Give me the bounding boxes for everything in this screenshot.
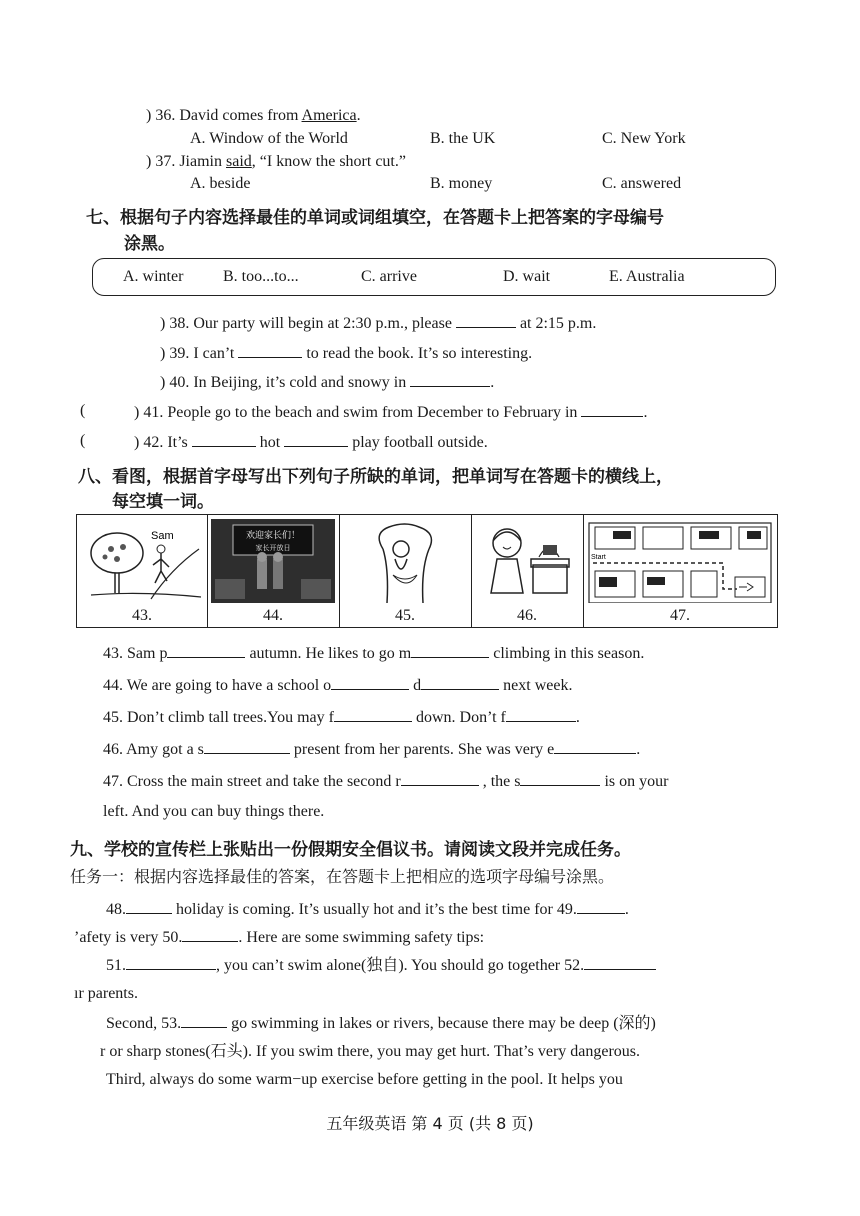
- answer-blank: [411, 642, 489, 658]
- q44-text-end: next week.: [499, 677, 573, 694]
- answer-blank: [401, 770, 479, 786]
- q44-text: 44. We are going to have a school o: [103, 677, 332, 694]
- answer-blank: [181, 1012, 227, 1028]
- question-39: [160, 342, 532, 364]
- girl-with-gift-illustration: [475, 519, 579, 603]
- word-option-d: D. wait: [503, 268, 551, 285]
- p-line1-end: .: [624, 901, 629, 918]
- q41-paren: (: [80, 402, 86, 419]
- passage-line-5: [106, 1012, 656, 1034]
- passage-line-4: ır parents.: [74, 985, 138, 1002]
- p-48: 48.: [106, 901, 126, 918]
- q44-text-mid: d: [409, 677, 422, 694]
- p-line1-text: holiday is coming. It’s usually hot and it’s the best time for 49.: [172, 901, 577, 918]
- q47-text-end: is on your: [600, 773, 669, 790]
- q43-text: 43. Sam p: [103, 645, 168, 662]
- word-option-a: A. winter: [123, 268, 184, 285]
- q37-stem-end: , “I know the short cut.”: [251, 153, 406, 170]
- answer-blank: [126, 898, 172, 914]
- p-line2-text: ’afety is very 50.: [74, 929, 183, 946]
- q38-text-end: at 2:15 p.m.: [515, 315, 597, 332]
- q46-text: 46. Amy got a s: [103, 741, 204, 758]
- question-37: [146, 152, 406, 172]
- answer-blank: [284, 431, 348, 447]
- q37-underlined-word: said: [226, 153, 252, 170]
- q36-stem: ) 36. David comes from: [146, 107, 302, 124]
- section-8-title: 八、看图，根据首字母写出下列句子所缺的单词，把单词写在答题卡的横线上，: [78, 467, 673, 487]
- q45-text-end: .: [575, 709, 580, 726]
- section-9-task: 任务一：根据内容选择最佳的答案，在答题卡上把相应的选项字母编号涂黑。: [70, 867, 615, 886]
- passage-line-3: [106, 954, 656, 976]
- q43-text-mid: autumn. He likes to go m: [245, 645, 412, 662]
- picture-strip: [76, 514, 778, 628]
- q47-text-mid: , the s: [478, 773, 521, 790]
- q42-text: ) 42. It’s: [134, 434, 192, 451]
- tree-climber-illustration: [81, 519, 203, 603]
- q39-text: ) 39. I can’t: [160, 345, 239, 362]
- q37-stem: ) 37. Jiamin: [146, 153, 226, 170]
- falling-tree-illustration: [343, 519, 467, 603]
- question-47: [103, 770, 668, 792]
- q46-text-end: .: [636, 741, 641, 758]
- word-option-e: E. Australia: [609, 268, 685, 285]
- question-40: [160, 371, 494, 393]
- answer-blank: [554, 738, 636, 754]
- q47-text: 47. Cross the main street and take the second r: [103, 773, 401, 790]
- answer-blank: [520, 770, 600, 786]
- q36-option-c: C. New York: [602, 130, 686, 147]
- picture-number: 46.: [517, 607, 537, 624]
- answer-blank: [182, 926, 238, 942]
- q38-text: ) 38. Our party will begin at 2:30 p.m., please: [160, 315, 456, 332]
- picture-46: [471, 515, 584, 627]
- q36-option-a: A. Window of the World: [190, 130, 348, 147]
- q40-text: ) 40. In Beijing, it’s cold and snowy in: [160, 374, 411, 391]
- answer-blank: [410, 371, 490, 387]
- question-44: [103, 674, 572, 696]
- question-41: [134, 401, 647, 423]
- p-line5-text: Second, 53.: [106, 1015, 182, 1032]
- answer-blank: [126, 954, 216, 970]
- q45-text-mid: down. Don’t f: [411, 709, 506, 726]
- q36-option-b: B. the UK: [430, 130, 496, 147]
- p-line5-end: go swimming in lakes or rivers, because there may be deep (深的): [227, 1015, 656, 1032]
- passage-line-1: [106, 898, 629, 920]
- q41-text-end: .: [643, 404, 648, 421]
- q40-text-end: .: [490, 374, 495, 391]
- picture-45: [339, 515, 472, 627]
- q42-paren: (: [80, 432, 86, 449]
- answer-blank: [456, 312, 516, 328]
- p-line2-end: . Here are some swimming safety tips:: [238, 929, 485, 946]
- page-footer: 五年级英语 第 4 页 (共 8 页): [326, 1114, 534, 1133]
- q45-text: 45. Don’t climb tall trees.You may f: [103, 709, 334, 726]
- question-47-cont: left. And you can buy things there.: [103, 803, 325, 820]
- answer-blank: [581, 401, 643, 417]
- q37-option-a: A. beside: [190, 175, 251, 192]
- answer-blank: [331, 674, 409, 690]
- classroom-illustration: [211, 519, 335, 603]
- p-51: 51.: [106, 957, 126, 974]
- section-9-title: 九、学校的宣传栏上张贴出一份假期安全倡议书。请阅读文段并完成任务。: [70, 840, 631, 860]
- section-7-title-cont: 涂黑。: [124, 234, 175, 254]
- question-38: [160, 312, 596, 334]
- word-option-c: C. arrive: [361, 268, 417, 285]
- answer-blank: [238, 342, 302, 358]
- picture-number: 44.: [263, 607, 283, 624]
- picture-43: [77, 515, 208, 627]
- question-42: [134, 431, 488, 453]
- answer-blank: [421, 674, 499, 690]
- passage-line-7: Third, always do some warm−up exercise before getting in the pool. It helps you: [106, 1071, 623, 1088]
- q37-option-b: B. money: [430, 175, 493, 192]
- q41-text: ) 41. People go to the beach and swim from December to February in: [134, 404, 582, 421]
- start-label: Start: [591, 554, 606, 561]
- picture-number: 45.: [395, 607, 415, 624]
- section-8-title-cont: 每空填一词。: [112, 492, 214, 512]
- q42-text-mid: hot: [255, 434, 285, 451]
- question-36: [146, 106, 361, 126]
- answer-blank: [577, 898, 625, 914]
- q46-text-mid: present from her parents. She was very e: [289, 741, 555, 758]
- word-option-b: B. too...to...: [223, 268, 299, 285]
- question-46: [103, 738, 640, 760]
- picture-number: 47.: [670, 607, 690, 624]
- q43-text-end: climbing in this season.: [489, 645, 645, 662]
- q37-option-c: C. answered: [602, 175, 682, 192]
- q36-underlined-word: America: [301, 107, 357, 124]
- picture-number: 43.: [132, 607, 152, 624]
- answer-blank: [506, 706, 576, 722]
- answer-blank: [167, 642, 245, 658]
- picture-47: [583, 515, 777, 627]
- word-bank-box: [92, 258, 776, 296]
- passage-line-2: [74, 926, 484, 948]
- q36-stem-end: .: [356, 107, 361, 124]
- answer-blank: [192, 431, 256, 447]
- answer-blank: [584, 954, 656, 970]
- q39-text-end: to read the book. It’s so interesting.: [302, 345, 533, 362]
- board-text: 欢迎家长们！: [245, 531, 301, 541]
- passage-line-6: r or sharp stones(石头). If you swim there, you may get hurt. That’s very dangerous.: [100, 1043, 641, 1060]
- q42-text-end: play football outside.: [348, 434, 488, 451]
- answer-blank: [204, 738, 290, 754]
- answer-blank: [334, 706, 412, 722]
- question-43: [103, 642, 644, 664]
- question-45: [103, 706, 580, 728]
- section-7-title: 七、根据句子内容选择最佳的单词或词组填空，在答题卡上把答案的字母编号: [86, 208, 664, 228]
- board-text-2: 家长开放日: [255, 544, 291, 552]
- p-line3-text: , you can’t swim alone(独自). You should go together 52.: [216, 957, 585, 974]
- picture-44: [207, 515, 340, 627]
- street-map-illustration: [587, 519, 773, 603]
- sam-label: Sam: [151, 530, 174, 542]
